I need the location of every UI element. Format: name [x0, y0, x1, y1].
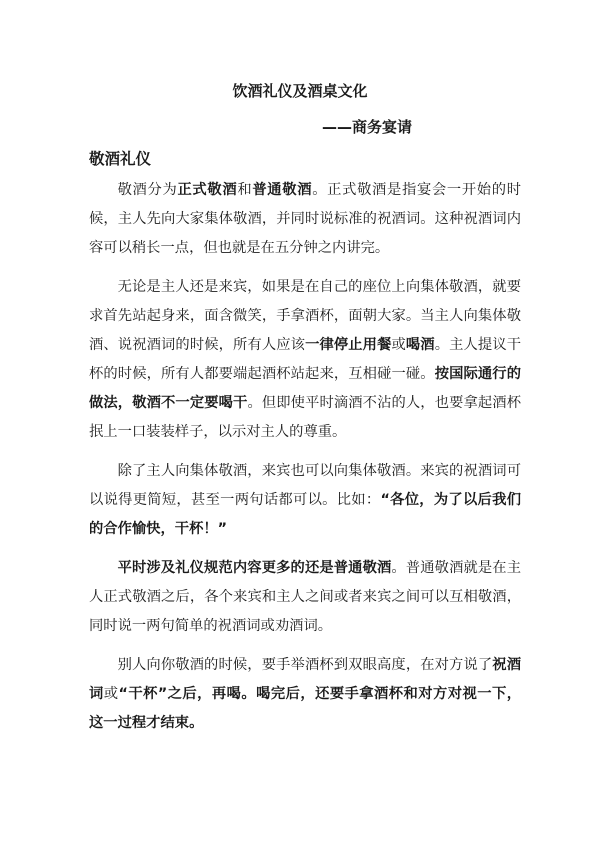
bold-text-run: 平时涉及礼仪规范内容更多的还是普通敬酒 — [117, 560, 392, 576]
bold-text-run: 按国际通行的做法，敬酒不一定要喝干 — [89, 366, 522, 411]
text-run: 除了主人向集体敬酒，来宾也可以向集体敬酒。来宾的祝酒词可以说得更简短，甚至一两句话都可以。比如： — [89, 463, 521, 508]
text-run: 敬酒分为 — [117, 182, 178, 198]
text-run: 或 — [103, 686, 119, 702]
text-run: 别人向你敬酒的时候，要手举酒杯到双眼高度，在对方说了 — [117, 657, 493, 673]
text-run: 。主人提议干杯的时候，所有人都要端起酒杯站起来，互相碰一碰。 — [89, 337, 522, 382]
bold-text-run: “干杯”之后，再喝。喝完后，还要手拿酒杯和对方对视一下，这一过程才结束。 — [89, 686, 522, 731]
paragraph — [89, 651, 521, 738]
bold-text-run: 普通敬酒 — [252, 182, 313, 198]
text-run: 无论是主人还是来宾，如果是在自己的座位上向集体敬酒，就要求首先站起身来，面含微笑，手拿酒杯，面朝大家。当主人向集体敬酒、说祝酒词的时候，所有人应该 — [89, 279, 521, 353]
text-run: 和 — [237, 182, 253, 198]
text-run: 。但即使平时滴酒不沾的人，也要拿起酒杯抿上一口装装样子，以示对主人的尊重。 — [89, 395, 522, 440]
text-run: 。正式敬酒是指宴会一开始的时候，主人先向大家集体敬酒，并同时说标准的祝酒词。这种祝酒词内容可以稍长一点，但也就是在五分钟之内讲完。 — [89, 182, 522, 256]
bold-text-run: 一律停止用餐 — [305, 337, 392, 353]
paragraph — [89, 457, 521, 544]
paragraph — [89, 273, 521, 447]
document-title: 饮酒礼仪及酒桌文化 — [232, 82, 368, 100]
paragraph — [89, 554, 521, 641]
document-subtitle: ——商务宴请 — [322, 118, 413, 136]
body-text — [89, 176, 521, 748]
bold-text-run: 喝酒 — [405, 337, 435, 353]
bold-text-run: “各位，为了以后我们的合作愉快，干杯！” — [89, 492, 521, 537]
section-heading: 敬酒礼仪 — [89, 150, 152, 168]
bold-text-run: 祝酒词 — [89, 657, 522, 702]
text-run: 。普通敬酒就是在主人正式敬酒之后，各个来宾和主人之间或者来宾之间可以互相敬酒，同时说一两句简单的祝酒词或劝酒词。 — [89, 560, 522, 634]
bold-text-run: 正式敬酒 — [177, 182, 238, 198]
paragraph — [89, 176, 521, 263]
text-run: 或 — [391, 337, 406, 353]
